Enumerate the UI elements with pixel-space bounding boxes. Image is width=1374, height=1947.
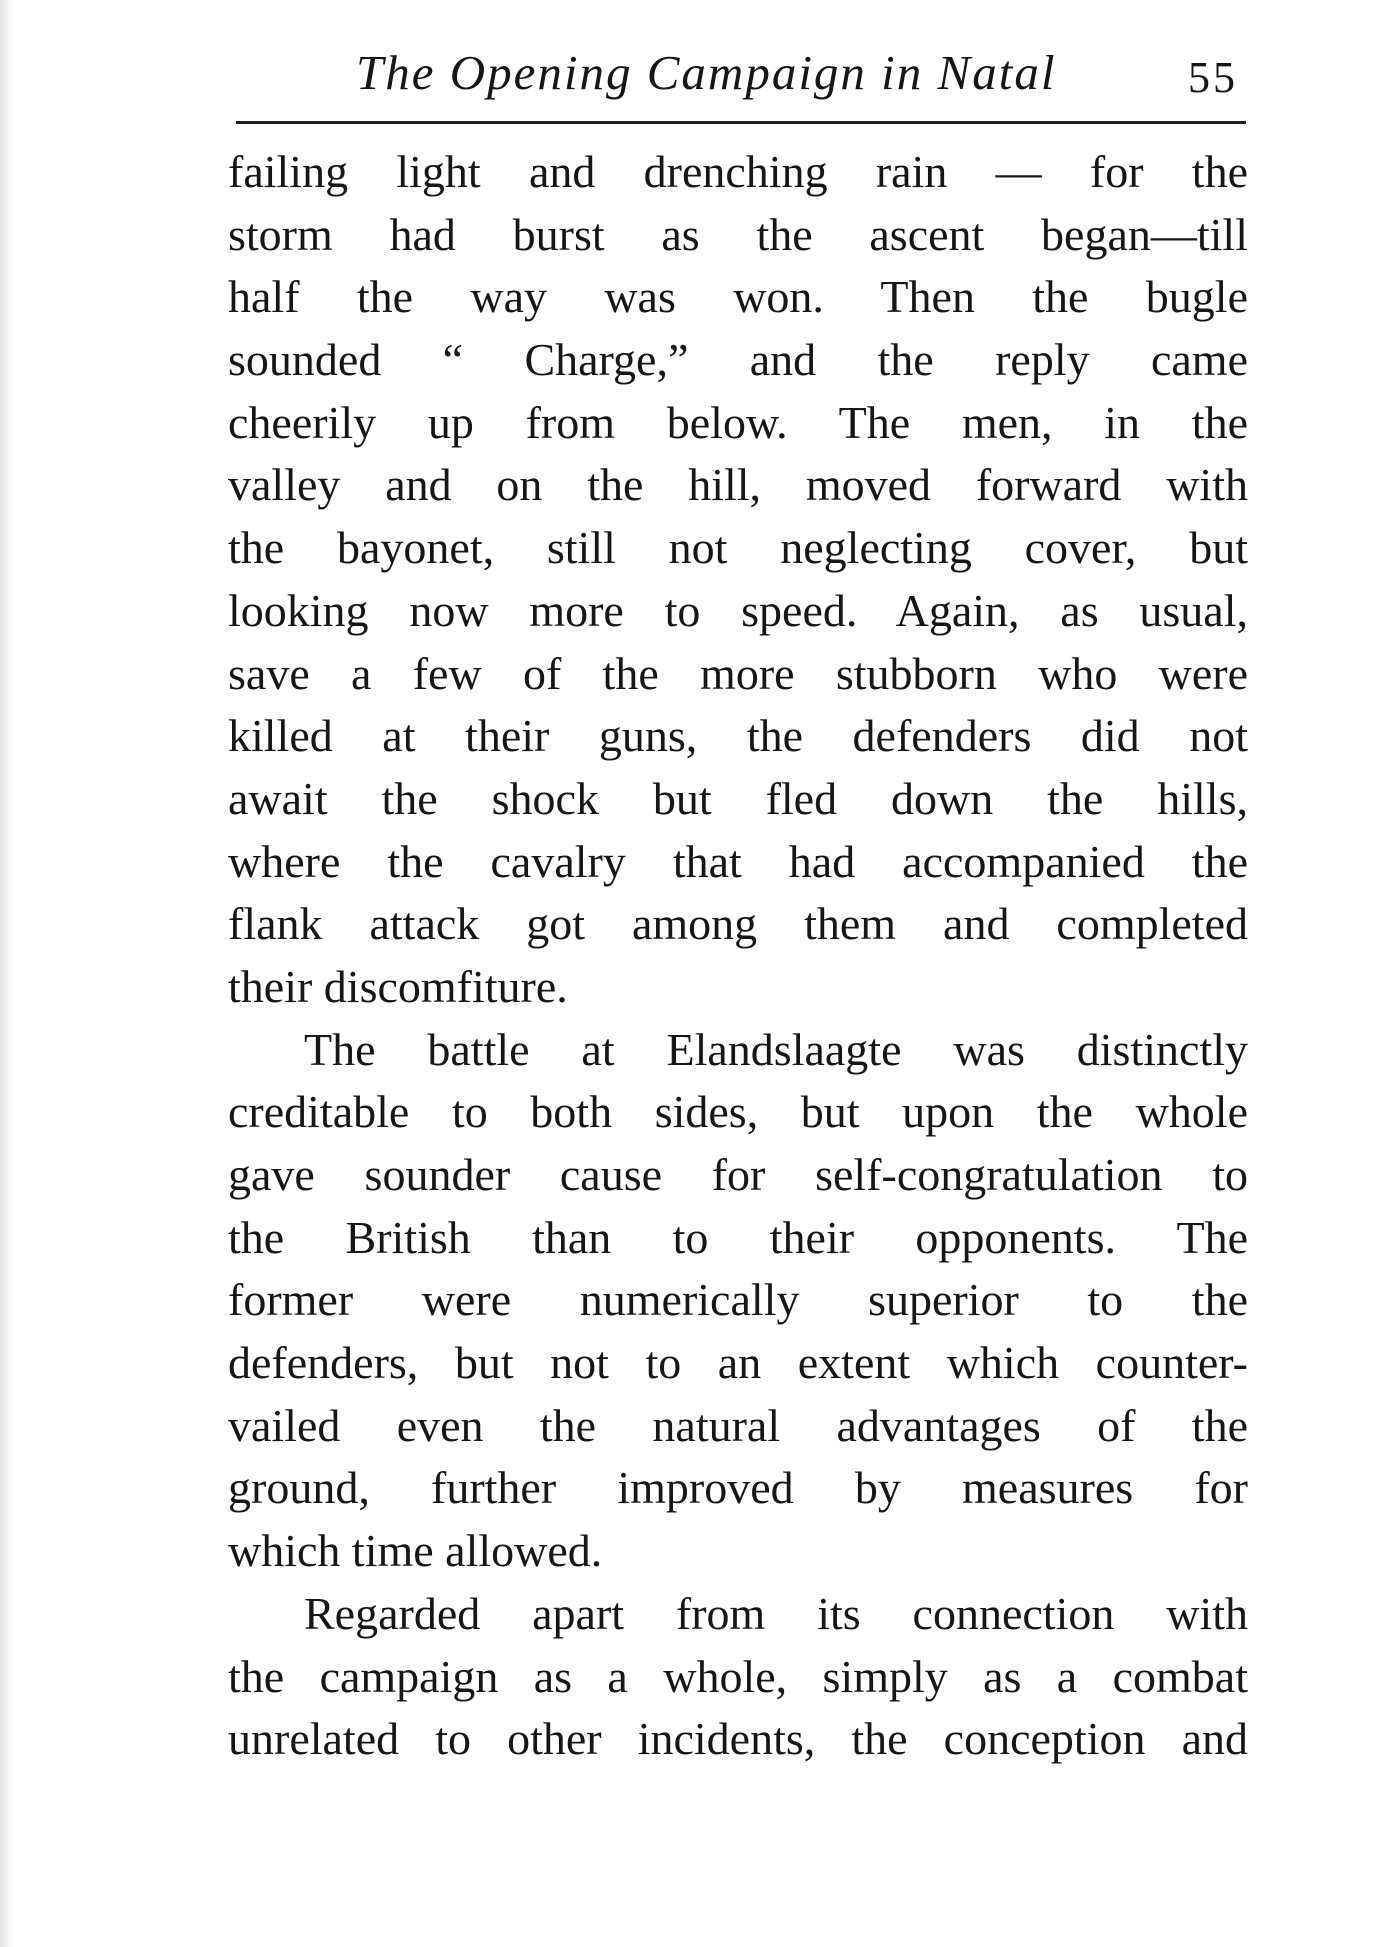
page-number: 55 xyxy=(1188,53,1238,102)
paragraph-3 xyxy=(228,1583,1248,1771)
text-line: their discomfiture. xyxy=(228,960,568,1012)
text-line: the bayonet, still not neglecting cover, but xyxy=(228,522,1248,574)
paragraph-2 xyxy=(228,1019,1248,1583)
page-edge-shadow xyxy=(0,0,14,1947)
text-line: valley and on the hill, moved forward with xyxy=(228,459,1248,511)
text-line: storm had burst as the ascent began—till xyxy=(228,208,1248,260)
text-line: cheerily up from below. The men, in the xyxy=(228,396,1248,448)
text-line: defenders, but not to an extent which counter- xyxy=(228,1337,1248,1389)
text-line: ground, further improved by measures for xyxy=(228,1462,1248,1514)
text-line: looking now more to speed. Again, as usual, xyxy=(228,584,1248,636)
text-line: creditable to both sides, but upon the whole xyxy=(228,1086,1248,1138)
text-line: Regarded apart from its connection with xyxy=(304,1587,1248,1639)
text-line: unrelated to other incidents, the conception and xyxy=(228,1713,1248,1765)
text-line: failing light and drenching rain — for the xyxy=(228,146,1248,197)
text-line: the campaign as a whole, simply as a combat xyxy=(228,1650,1248,1702)
text-line: which time allowed. xyxy=(228,1525,603,1577)
text-line: The battle at Elandslaagte was distinctly xyxy=(304,1023,1248,1075)
text-line: flank attack got among them and completed xyxy=(228,898,1248,950)
text-line: the British than to their opponents. The xyxy=(228,1211,1248,1263)
text-line: former were numerically superior to the xyxy=(228,1274,1248,1326)
text-line: sounded “ Charge,” and the reply came xyxy=(228,334,1248,386)
text-line: gave sounder cause for self-congratulation to xyxy=(228,1149,1248,1200)
running-head xyxy=(236,44,1246,118)
text-line: save a few of the more stubborn who were xyxy=(228,647,1248,699)
paragraph-1 xyxy=(228,141,1248,1019)
body-text xyxy=(228,141,1248,1771)
text-line: where the cavalry that had accompanied the xyxy=(228,835,1248,887)
text-line: await the shock but fled down the hills, xyxy=(228,772,1248,824)
text-line: half the way was won. Then the bugle xyxy=(228,271,1248,323)
running-title: The Opening Campaign in Natal xyxy=(356,45,1057,100)
header-rule xyxy=(236,121,1246,124)
text-line: killed at their guns, the defenders did not xyxy=(228,710,1248,762)
text-line: vailed even the natural advantages of the xyxy=(228,1399,1248,1451)
